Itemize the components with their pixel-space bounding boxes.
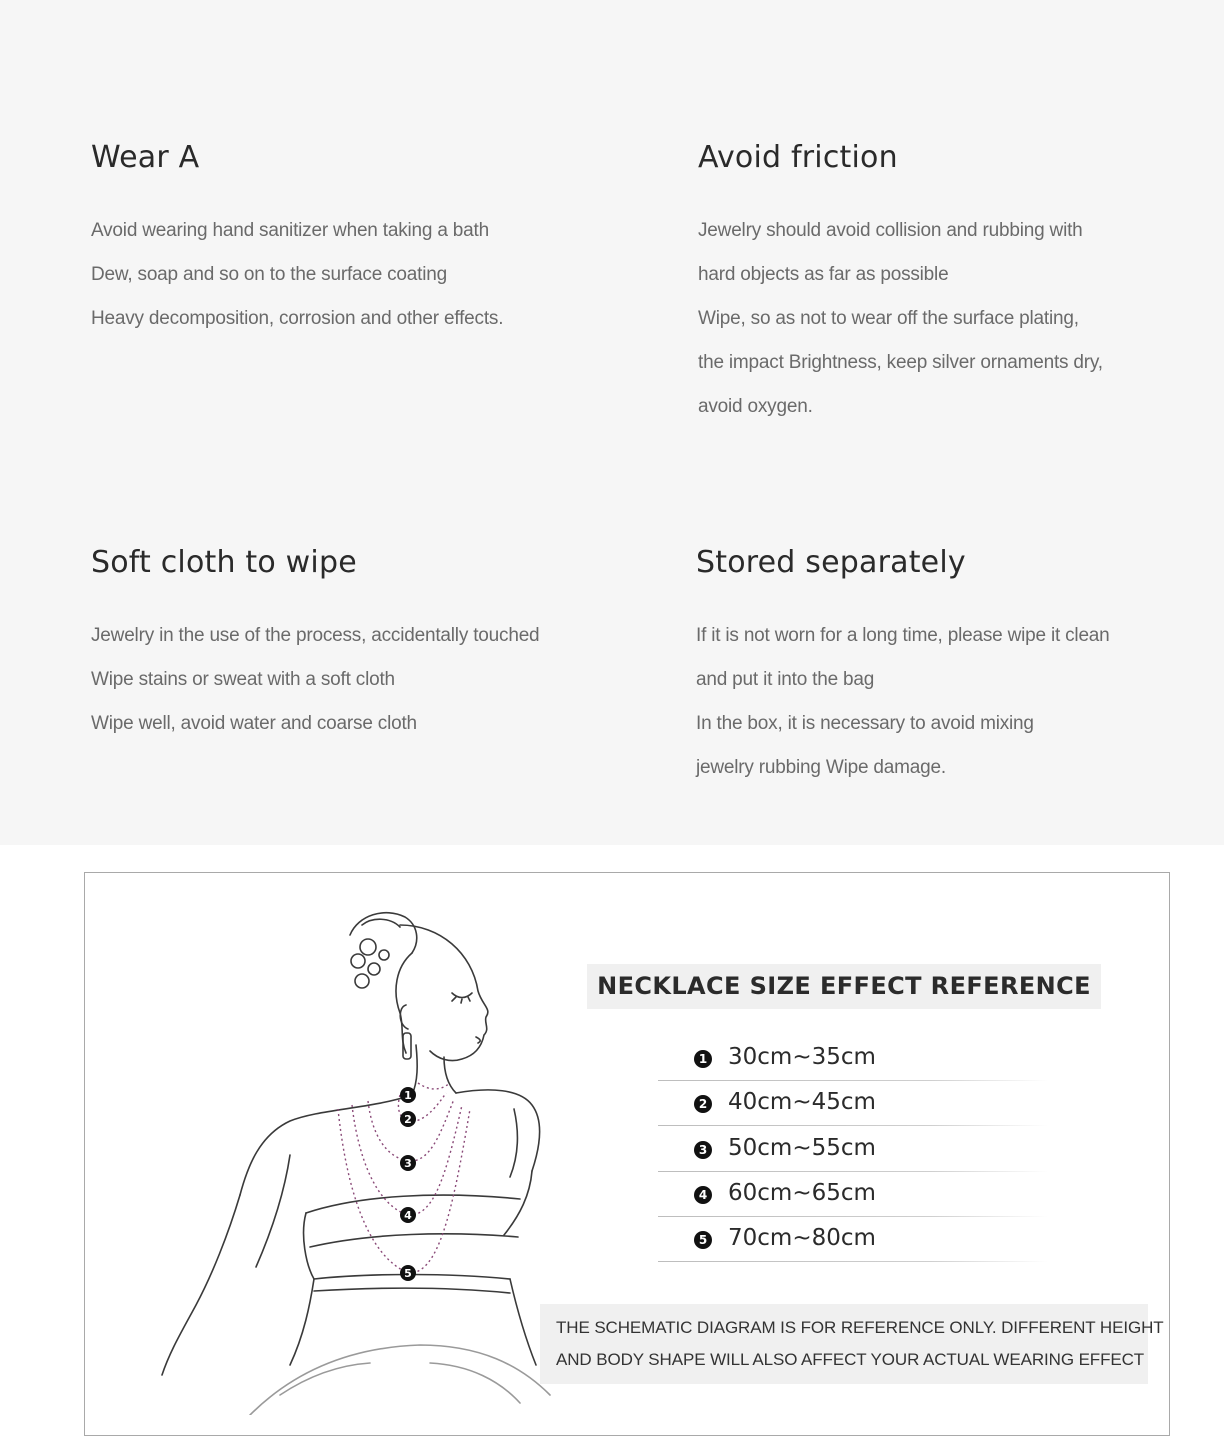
number-marker-icon: 1 [694,1050,712,1068]
care-line: avoid oxygen. [698,396,813,417]
care-block-friction [698,140,1103,429]
size-row [658,1081,1048,1126]
svg-text:3: 3 [404,1157,412,1170]
svg-text:2: 2 [404,1113,412,1126]
disclaimer-line: AND BODY SHAPE WILL ALSO AFFECT YOUR ACTUAL WEARING EFFECT [556,1350,1145,1369]
row-divider [658,1261,1048,1262]
size-value: 60cm~65cm [728,1180,876,1206]
care-title-wear: Wear A [91,140,200,175]
row-divider [658,1125,1048,1126]
size-row [658,1217,1048,1262]
number-marker-icon: 4 [694,1186,712,1204]
care-line: jewelry rubbing Wipe damage. [696,757,946,778]
disclaimer-line: THE SCHEMATIC DIAGRAM IS FOR REFERENCE ONLY. DIFFERENT HEIGHT [556,1318,1164,1337]
care-line: Wipe well, avoid water and coarse cloth [91,713,417,734]
size-value: 40cm~45cm [728,1089,876,1115]
care-line: Jewelry should avoid collision and rubbing with [698,220,1083,241]
care-line: and put it into the bag [696,669,875,690]
svg-text:5: 5 [404,1267,412,1280]
care-block-soft-cloth [91,545,539,746]
care-line: the impact Brightness, keep silver ornaments dry, [698,352,1103,373]
care-title-stored: Stored separately [696,545,966,580]
care-line: Wipe, so as not to wear off the surface plating, [698,308,1079,329]
size-value: 50cm~55cm [728,1135,876,1161]
care-line: Jewelry in the use of the process, accidentally touched [91,625,540,646]
care-line: Heavy decomposition, corrosion and other effects. [91,308,504,329]
care-line: In the box, it is necessary to avoid mixing [696,713,1034,734]
number-marker-icon: 2 [694,1095,712,1113]
care-block-wear [91,140,503,341]
svg-text:4: 4 [404,1209,412,1222]
svg-text:1: 1 [404,1089,412,1102]
necklace-model-illustration [100,895,570,1415]
size-row [658,1036,1048,1081]
care-line: Wipe stains or sweat with a soft cloth [91,669,395,690]
number-marker-icon: 5 [694,1231,712,1249]
number-marker-icon: 3 [694,1141,712,1159]
care-line: hard objects as far as possible [698,264,949,285]
care-line: If it is not worn for a long time, please wipe it clean [696,625,1110,646]
size-row [658,1127,1048,1172]
care-block-stored [696,545,1110,790]
care-title-soft-cloth: Soft cloth to wipe [91,545,357,580]
care-line: Dew, soap and so on to the surface coating [91,264,448,285]
size-value: 70cm~80cm [728,1225,876,1251]
care-line: Avoid wearing hand sanitizer when taking a bath [91,220,489,241]
size-value: 30cm~35cm [728,1044,876,1070]
care-title-friction: Avoid friction [698,140,898,175]
size-disclaimer [540,1304,1164,1384]
size-reference-heading: NECKLACE SIZE EFFECT REFERENCE [587,964,1101,1009]
size-row [658,1172,1048,1217]
